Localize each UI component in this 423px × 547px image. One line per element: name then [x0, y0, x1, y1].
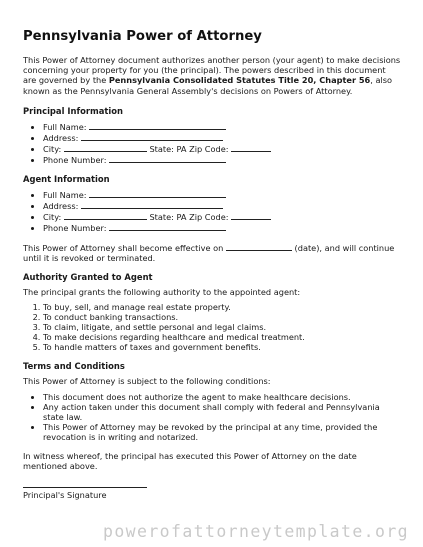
- terms-list: [23, 392, 401, 442]
- site-watermark: powerofattorneytemplate.org: [102, 522, 409, 541]
- terms-heading: Terms and Conditions: [23, 361, 125, 372]
- principal-full-name-field[interactable]: [89, 121, 226, 130]
- agent-phone-label: Phone Number:: [43, 222, 107, 233]
- signature-label: Principal's Signature: [23, 490, 107, 501]
- agent-full-name-field[interactable]: [89, 189, 226, 198]
- document-page: [23, 29, 401, 500]
- agent-full-name-label: Full Name:: [43, 189, 87, 200]
- agent-address-label: Address:: [43, 200, 79, 211]
- principal-full-name: [43, 121, 401, 132]
- effective-text-1: This Power of Attorney shall become effective on: [23, 242, 226, 253]
- authority-section: [23, 272, 401, 352]
- agent-state-zip-label: State: PA Zip Code:: [149, 211, 229, 222]
- principal-phone-field[interactable]: [109, 154, 226, 163]
- signature-line[interactable]: [23, 487, 147, 488]
- agent-address: [43, 200, 401, 211]
- agent-section: [23, 174, 401, 233]
- agent-address-field[interactable]: [81, 200, 223, 209]
- terms-item: • This Power of Attorney may be revoked by the principal at any time, provided the revocation is in writing and notarized.: [43, 422, 401, 442]
- principal-phone: [43, 154, 401, 165]
- principal-address-label: Address:: [43, 132, 79, 143]
- witness-paragraph: In witness whereof, the principal has executed this Power of Attorney on the date mentioned above.: [23, 450, 357, 471]
- principal-zip-field[interactable]: [231, 143, 271, 152]
- principal-city-state-zip: [43, 143, 401, 154]
- agent-phone: [43, 222, 401, 233]
- terms-item: • This document does not authorize the agent to make healthcare decisions.: [43, 392, 401, 402]
- effective-date-field[interactable]: [226, 242, 292, 251]
- terms-lead: This Power of Attorney is subject to the following conditions:: [23, 376, 271, 387]
- intro-text-2: , also known as the Pennsylvania General Assembly's decisions on Powers of Attorney.: [23, 75, 393, 96]
- intro-paragraph: [23, 55, 401, 96]
- principal-fields: [23, 121, 401, 165]
- document-title: Pennsylvania Power of Attorney: [23, 29, 262, 44]
- intro-text-1: This Power of Attorney document authorizes another person (your agent) to make decisions concerning your property for you (the principal). The powers described in this document are governed by the: [23, 55, 401, 86]
- terms-section: [23, 361, 401, 441]
- principal-section: [23, 106, 401, 165]
- agent-city-state-zip: [43, 211, 401, 222]
- authority-item: 3. To claim, litigate, and settle personal and legal claims.: [43, 322, 401, 332]
- agent-fields: [23, 189, 401, 233]
- principal-city-label: City:: [43, 143, 62, 154]
- agent-full-name: [43, 189, 401, 200]
- principal-state-zip-label: State: PA Zip Code:: [149, 143, 229, 154]
- agent-zip-field[interactable]: [231, 211, 271, 220]
- terms-item: • Any action taken under this document shall comply with federal and Pennsylvania state law.: [43, 402, 401, 422]
- agent-city-label: City:: [43, 211, 62, 222]
- agent-heading: Agent Information: [23, 173, 110, 184]
- authority-lead: The principal grants the following authority to the appointed agent:: [23, 287, 301, 298]
- authority-list: [23, 302, 401, 352]
- principal-full-name-label: Full Name:: [43, 121, 87, 132]
- effective-date-paragraph: [23, 242, 401, 263]
- effective-text-2: (date), and will continue until it is revoked or terminated.: [23, 242, 395, 264]
- authority-item: 1. To buy, sell, and manage real estate property.: [43, 302, 401, 312]
- principal-heading: Principal Information: [23, 105, 123, 116]
- principal-city-field[interactable]: [64, 143, 147, 152]
- authority-item: 4. To make decisions regarding healthcare and medical treatment.: [43, 332, 401, 342]
- principal-address: [43, 132, 401, 143]
- agent-phone-field[interactable]: [109, 222, 226, 231]
- authority-heading: Authority Granted to Agent: [23, 272, 153, 283]
- authority-item: 2. To conduct banking transactions.: [43, 312, 401, 322]
- intro-statute: Pennsylvania Consolidated Statutes Title 20, Chapter 56: [108, 75, 371, 86]
- agent-city-field[interactable]: [64, 211, 147, 220]
- principal-address-field[interactable]: [81, 132, 223, 141]
- principal-phone-label: Phone Number:: [43, 154, 107, 165]
- authority-item: 5. To handle matters of taxes and government benefits.: [43, 342, 401, 352]
